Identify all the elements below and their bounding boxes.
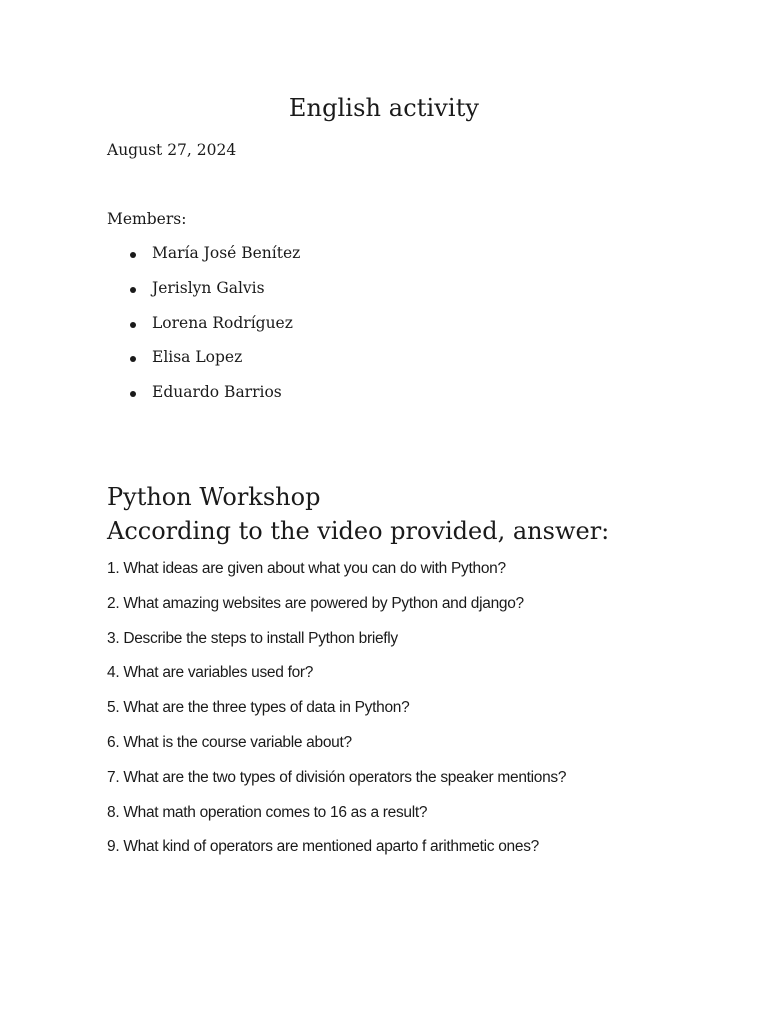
question-item: 4. What are variables used for? <box>107 664 314 682</box>
workshop-subtitle: According to the video provided, answer: <box>107 517 610 545</box>
questions-list <box>107 560 566 873</box>
bullet-icon <box>130 252 136 258</box>
member-name: Elisa Lopez <box>152 348 243 367</box>
question-item: 9. What kind of operators are mentioned aparto f arithmetic ones? <box>107 838 539 856</box>
workshop-heading <box>107 480 609 548</box>
member-name: María José Benítez <box>152 244 301 262</box>
bullet-icon <box>130 287 136 293</box>
question-item: 5. What are the three types of data in Python? <box>107 699 410 717</box>
question-item: 7. What are the two types of división operators the speaker mentions? <box>107 768 567 786</box>
member-name: Lorena Rodríguez <box>152 313 293 332</box>
bullet-icon <box>130 391 136 397</box>
question-item: 2. What amazing websites are powered by Python and django? <box>107 594 524 612</box>
document-date: August 27, 2024 <box>107 141 237 159</box>
bullet-icon <box>130 356 136 362</box>
document-title: English activity <box>288 94 480 122</box>
question-item: 1. What ideas are given about what you can do with Python? <box>107 560 506 577</box>
member-name: Jerislyn Galvis <box>152 278 265 297</box>
question-item: 6. What is the course variable about? <box>107 733 352 751</box>
workshop-title: Python Workshop <box>107 483 321 511</box>
bullet-icon <box>130 322 136 328</box>
question-item: 8. What math operation comes to 16 as a result? <box>107 803 428 821</box>
members-label: Members: <box>107 210 187 228</box>
member-name: Eduardo Barrios <box>152 383 282 402</box>
question-item: 3. Describe the steps to install Python briefly <box>107 629 398 647</box>
